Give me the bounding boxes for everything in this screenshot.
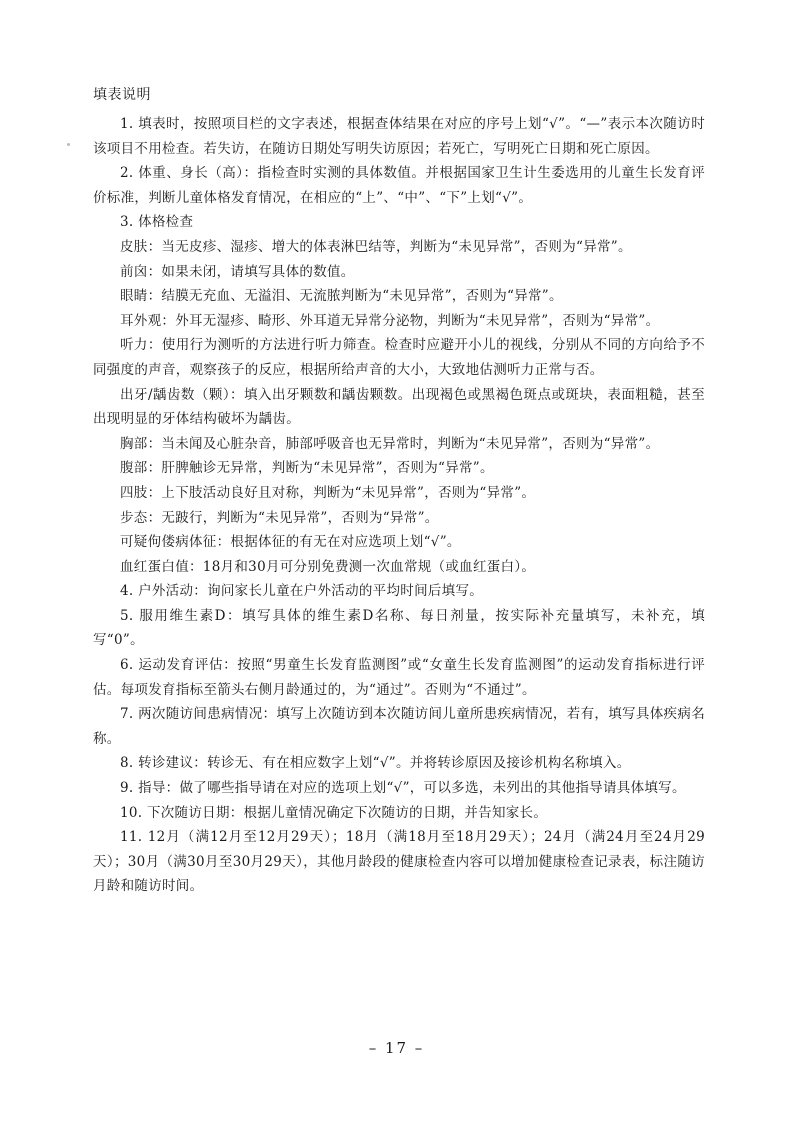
item-skin: 皮肤：当无皮疹、湿疹、增大的体表淋巴结等，判断为“未见异常”，否则为“异常”。 — [120, 238, 632, 255]
item-11-age-ranges: 11. 12月（满12月至12月29天）；18月（满18月至18月29天）；24月（满24月至24月29天）；30月（满30月至30月29天），其他月龄段的健康检查内容可以增加健康检查记录表，标注随访月龄和随访时间。 — [93, 829, 705, 895]
item-6-motor-development: 6. 运动发育评估：按照“男童生长发育监测图”或“女童生长发育监测图”的运动发育指标进行评估。每项发育指标至箭头右侧月龄通过的，为“通过”。否则为“不通过”。 — [93, 657, 705, 698]
item-limbs: 四肢：上下肢活动良好且对称，判断为“未见异常”，否则为“异常”。 — [120, 484, 536, 501]
item-5-vitamin-d: 5. 服用维生素D：填写具体的维生素D名称、每日剂量，按实际补充量填写，未补充，填写“0”。 — [93, 607, 705, 649]
item-2-weight-height: 2. 体重、身长（高）：指检查时实测的具体数值。并根据国家卫生计生委选用的儿童生长发育评价标准，判断儿童体格发育情况，在相应的“上”、“中”、“下”上划“√”。 — [93, 165, 705, 206]
item-fontanelle: 前囟：如果未闭，请填写具体的数值。 — [120, 263, 355, 280]
item-1-fill-method: 1. 填表时，按照项目栏的文字表述，根据查体结果在对应的序号上划“√”。“—”表示本次随访时该项目不用检查。若失访，在随访日期处写明失访原因；若死亡，写明死亡日期和死亡原因。 — [93, 116, 705, 157]
item-7-illness: 7. 两次随访间患病情况：填写上次随访到本次随访间儿童所患疾病情况，若有，填写具体疾病名称。 — [93, 706, 705, 747]
section-heading: 填表说明 — [93, 87, 151, 103]
item-10-next-visit: 10. 下次随访日期：根据儿童情况确定下次随访的日期，并告知家长。 — [120, 804, 548, 821]
page-number: – 17 – — [368, 1039, 425, 1057]
item-3-physical-exam: 3. 体格检查 — [120, 214, 194, 231]
item-teeth: 出牙/龋齿数（颗）：填入出牙颗数和龋齿颗数。出现褐色或黑褐色斑点或斑块，表面粗糙，甚至出现明显的牙体结构破坏为龋齿。 — [93, 386, 705, 428]
item-chest: 胸部：当未闻及心脏杂音，肺部呼吸音也无异常时，判断为“未见异常”，否则为“异常”。 — [120, 435, 660, 452]
item-gait: 步态：无跛行，判断为“未见异常”，否则为“异常”。 — [120, 509, 439, 526]
item-hemoglobin: 血红蛋白值：18月和30月可分别免费测一次血常规（或血红蛋白）。 — [120, 558, 536, 575]
item-eyes: 眼睛：结膜无充血、无溢泪、无流脓判断为“未见异常”，否则为“异常”。 — [120, 288, 563, 305]
item-8-referral: 8. 转诊建议：转诊无、有在相应数字上划“√”。并将转诊原因及接诊机构名称填入。 — [120, 755, 631, 772]
item-rickets-signs: 可疑佝偻病体征：根据体征的有无在对应选项上划“√”。 — [120, 534, 461, 551]
instructions-body — [93, 85, 705, 899]
scan-speck — [67, 143, 70, 146]
item-ears: 耳外观：外耳无湿疹、畸形、外耳道无异常分泌物，判断为“未见异常”，否则为“异常”。 — [120, 312, 660, 329]
item-9-guidance: 9. 指导：做了哪些指导请在对应的选项上划“√”，可以多选，未列出的其他指导请具体填写。 — [120, 780, 686, 797]
item-4-outdoor-activity: 4. 户外活动：询问家长儿童在户外活动的平均时间后填写。 — [120, 583, 484, 600]
item-hearing: 听力：使用行为测听的方法进行听力筛查。检查时应避开小儿的视线，分别从不同的方向给予不同强度的声音，观察孩子的反应，根据所给声音的大小，大致地估测听力正常与否。 — [93, 337, 705, 378]
item-abdomen: 腹部：肝脾触诊无异常，判断为“未见异常”，否则为“异常”。 — [120, 460, 494, 477]
